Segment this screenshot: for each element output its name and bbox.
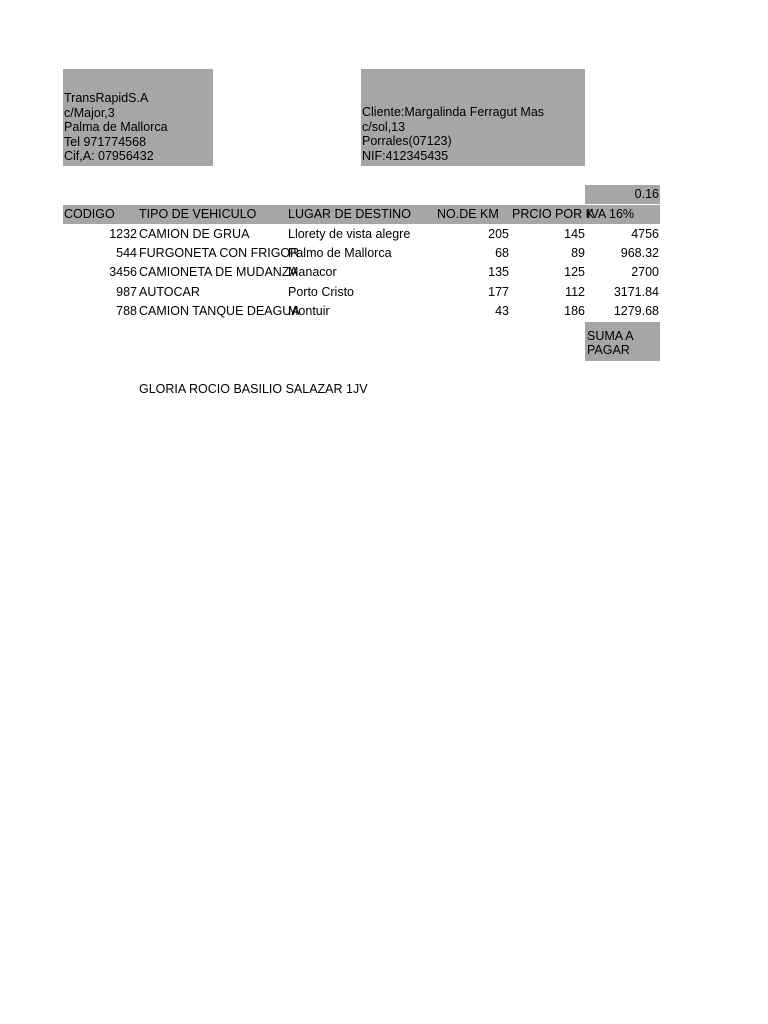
cell-tipo-vehiculo[interactable]: FURGONETA CON FRIGOR bbox=[139, 246, 300, 260]
cell-tipo-vehiculo[interactable]: AUTOCAR bbox=[139, 285, 200, 299]
cell-codigo[interactable]: 987 bbox=[116, 285, 137, 299]
total-label-cell[interactable] bbox=[585, 322, 660, 361]
iva-rate-cell[interactable]: 0.16 bbox=[585, 185, 660, 204]
company-name: TransRapidS.A bbox=[64, 91, 149, 105]
cell-iva[interactable]: 4756 bbox=[631, 227, 659, 241]
table-row bbox=[63, 283, 660, 302]
cell-codigo[interactable]: 3456 bbox=[109, 265, 137, 279]
company-cif: Cif,A: 07956432 bbox=[64, 149, 154, 163]
header-lugar-destino[interactable]: LUGAR DE DESTINO bbox=[288, 207, 411, 221]
cell-km[interactable]: 68 bbox=[495, 246, 509, 260]
client-city: Porrales(07123) bbox=[362, 134, 452, 148]
cell-precio-km[interactable]: 186 bbox=[564, 304, 585, 318]
cell-km[interactable]: 43 bbox=[495, 304, 509, 318]
table-row bbox=[63, 263, 660, 282]
cell-precio-km[interactable]: 89 bbox=[571, 246, 585, 260]
cell-precio-km[interactable]: 112 bbox=[565, 285, 585, 299]
cell-codigo[interactable]: 544 bbox=[116, 246, 137, 260]
company-info-block bbox=[63, 69, 213, 166]
table-row bbox=[63, 244, 660, 263]
company-city: Palma de Mallorca bbox=[64, 120, 168, 134]
client-address: c/sol,13 bbox=[362, 119, 406, 134]
cell-codigo[interactable]: 788 bbox=[116, 304, 137, 318]
cell-tipo-vehiculo[interactable]: CAMIONETA DE MUDANZA bbox=[139, 265, 298, 279]
header-precio-km[interactable]: PRCIO POR K bbox=[512, 207, 594, 221]
author-name[interactable]: GLORIA ROCIO BASILIO SALAZAR 1JV bbox=[139, 382, 368, 396]
table-row bbox=[63, 225, 660, 244]
header-km[interactable]: NO.DE KM bbox=[437, 207, 499, 221]
cell-lugar-destino[interactable]: Llorety de vista alegre bbox=[288, 227, 411, 241]
cell-iva[interactable]: 3171.84 bbox=[613, 285, 659, 299]
cell-precio-km[interactable]: 125 bbox=[564, 265, 585, 279]
cell-precio-km[interactable]: 145 bbox=[564, 227, 585, 241]
header-iva[interactable]: IVA 16% bbox=[587, 207, 635, 221]
cell-km[interactable]: 135 bbox=[488, 265, 509, 279]
table-row bbox=[63, 302, 660, 321]
cell-km[interactable]: 177 bbox=[488, 285, 509, 299]
cell-iva[interactable]: 2700 bbox=[631, 265, 659, 279]
client-name: Cliente:Margalinda Ferragut Mas bbox=[362, 105, 545, 119]
cell-iva[interactable]: 968.32 bbox=[620, 246, 659, 260]
total-label-line-1: SUMA A bbox=[587, 329, 634, 343]
cell-km[interactable]: 205 bbox=[488, 227, 509, 241]
cell-tipo-vehiculo[interactable]: CAMION DE GRUA bbox=[139, 227, 250, 241]
cell-iva[interactable]: 1279.68 bbox=[613, 304, 659, 318]
cell-codigo[interactable]: 1232 bbox=[109, 227, 137, 241]
client-info-block bbox=[361, 69, 585, 166]
client-nif: NIF:412345435 bbox=[362, 148, 449, 163]
header-codigo[interactable]: CODIGO bbox=[64, 207, 115, 221]
total-label-line-2: PAGAR bbox=[587, 343, 630, 357]
cell-lugar-destino[interactable]: Montuir bbox=[288, 304, 330, 318]
cell-lugar-destino[interactable]: Manacor bbox=[288, 265, 337, 279]
table-header-row bbox=[63, 205, 660, 224]
cell-lugar-destino[interactable]: Porto Cristo bbox=[288, 285, 354, 299]
company-phone: Tel 971774568 bbox=[64, 134, 147, 149]
cell-lugar-destino[interactable]: Palmo de Mallorca bbox=[288, 246, 392, 260]
cell-tipo-vehiculo[interactable]: CAMION TANQUE DEAGUA bbox=[139, 304, 300, 318]
company-address: c/Major,3 bbox=[64, 105, 115, 120]
header-tipo-vehiculo[interactable]: TIPO DE VEHICULO bbox=[139, 207, 257, 221]
